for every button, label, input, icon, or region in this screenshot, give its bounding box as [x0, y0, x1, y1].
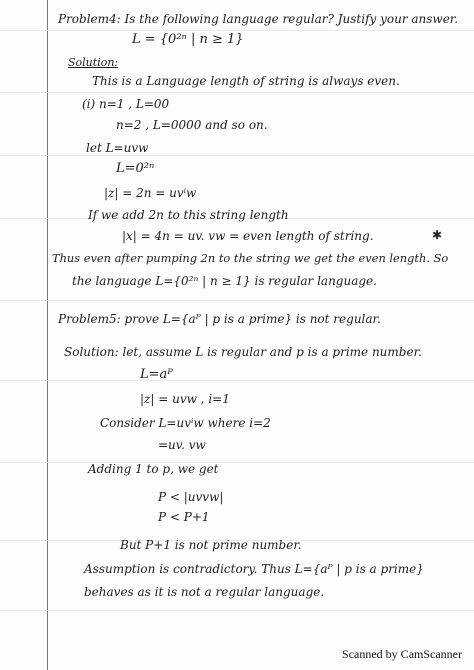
problem4-heading: Problem4: Is the following language regular? Justify your answer.: [58, 12, 459, 26]
solution5-uvvw: =uv. vw: [158, 438, 206, 452]
solution4-x: |x| = 4n = uv. vw = even length of string.: [122, 229, 374, 243]
solution4-conclusion: the language L={0²ⁿ | n ≥ 1} is regular language.: [72, 274, 377, 288]
solution5-ineq2: P < P+1: [158, 510, 210, 524]
solution5-intro: Solution: let, assume L is regular and p is a prime number.: [64, 345, 422, 359]
solution5-assumption: Assumption is contradictory. Thus L={aᴾ | p is a prime}: [84, 562, 424, 576]
ruled-line: [0, 30, 474, 31]
solution4-line1: This is a Language length of string is always even.: [92, 74, 400, 88]
asterisk-mark: ✱: [432, 228, 443, 242]
solution5-adding: Adding 1 to p, we get: [88, 462, 219, 476]
solution5-consider: Consider L=uvⁱw where i=2: [100, 416, 271, 430]
solution5-ineq1: P < |uvvw|: [158, 490, 224, 504]
solution5-z: |z| = uvw , i=1: [140, 392, 230, 406]
ruled-line: [0, 462, 474, 463]
ruled-line: [0, 92, 474, 93]
ruled-line: [0, 380, 474, 381]
solution5-l-def: L=aᴾ: [140, 367, 173, 382]
solution5-not-prime: But P+1 is not prime number.: [120, 538, 302, 552]
ruled-line: [0, 155, 474, 156]
problem5-heading: Problem5: prove L={aᴾ | p is a prime} is not regular.: [58, 312, 381, 326]
solution4-add: If we add 2n to this string length: [88, 208, 289, 222]
solution4-let: let L=uvw: [86, 141, 149, 155]
solution4-case1: (i) n=1 , L=00: [82, 97, 170, 111]
solution4-z: |z| = 2n = uvⁱw: [104, 186, 197, 200]
solution4-label: Solution:: [68, 56, 119, 69]
solution5-conclusion: behaves as it is not a regular language.: [84, 585, 325, 599]
problem4-language: L = {0²ⁿ | n ≥ 1}: [132, 32, 244, 47]
margin-line: [47, 0, 48, 670]
ruled-line: [0, 610, 474, 611]
solution4-l-def: L=0²ⁿ: [116, 161, 155, 176]
solution4-case2: n=2 , L=0000 and so on.: [116, 118, 268, 132]
ruled-line: [0, 300, 474, 301]
solution4-thus: Thus even after pumping 2n to the string we get the even length. So: [52, 251, 449, 265]
scanner-watermark: Scanned by CamScanner: [342, 647, 462, 661]
